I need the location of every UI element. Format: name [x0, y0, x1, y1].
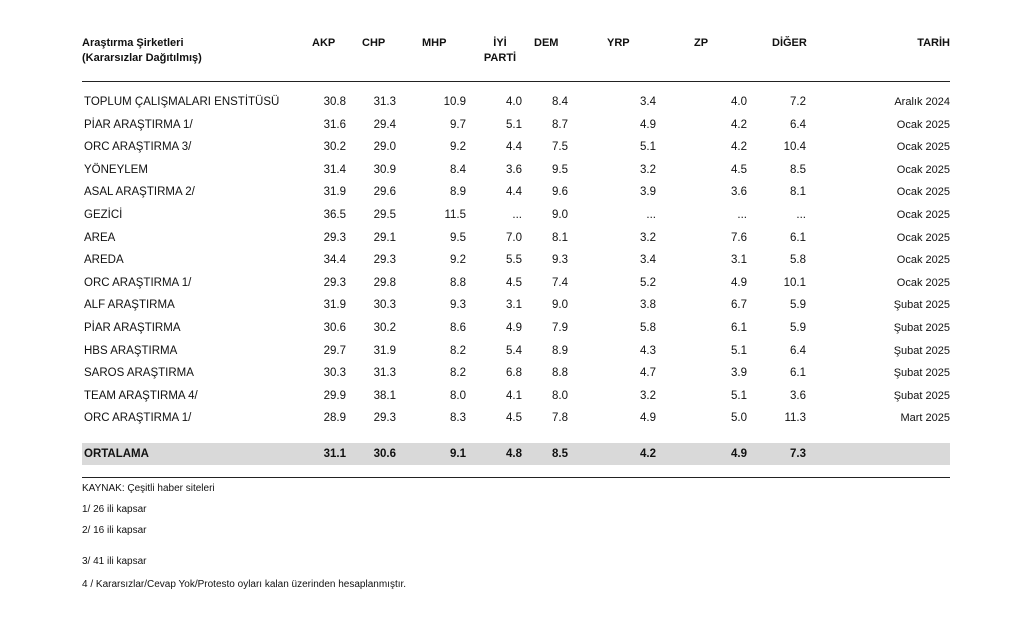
cell-dem: 9.3 — [552, 254, 568, 267]
average-chp: 30.6 — [373, 448, 396, 460]
cell-chp: 29.0 — [373, 141, 396, 154]
cell-dem: 8.0 — [552, 389, 568, 402]
cell-iyi: 4.9 — [506, 322, 522, 334]
cell-yrp: 3.4 — [640, 96, 656, 108]
header-dem: DEM — [534, 37, 559, 49]
cell-chp: 30.3 — [373, 299, 396, 312]
cell-zp: 5.1 — [731, 389, 747, 402]
cell-akp: 28.9 — [323, 412, 346, 425]
cell-company: ALF ARAŞTIRMA — [84, 299, 175, 312]
cell-company: ASAL ARAŞTIRMA 2/ — [84, 186, 195, 199]
cell-akp: 29.3 — [323, 231, 346, 244]
header-iyi-line1: İYİ — [493, 37, 507, 49]
cell-akp: 31.6 — [323, 118, 346, 131]
cell-mhp: 8.4 — [450, 163, 466, 176]
table-row — [82, 181, 950, 203]
cell-dem: 9.6 — [552, 186, 568, 199]
cell-akp: 30.2 — [323, 141, 346, 154]
cell-zp: 6.7 — [731, 299, 747, 312]
cell-tarih: Ocak 2025 — [896, 231, 950, 244]
average-dem: 8.5 — [552, 448, 568, 460]
cell-mhp: 9.3 — [450, 299, 466, 312]
cell-diger: 10.4 — [783, 141, 806, 154]
cell-company: TOPLUM ÇALIŞMALARI ENSTİTÜSÜ — [84, 96, 280, 108]
table-row — [82, 227, 950, 249]
cell-yrp: ... — [646, 209, 656, 221]
footnote-2: 2/ 16 ili kapsar — [82, 525, 147, 536]
cell-chp: 31.3 — [373, 96, 396, 108]
cell-iyi: 3.6 — [506, 163, 522, 176]
cell-diger: ... — [796, 209, 806, 221]
cell-yrp: 3.9 — [640, 186, 656, 199]
cell-dem: 7.4 — [552, 276, 568, 289]
cell-chp: 29.3 — [373, 254, 396, 267]
cell-iyi: 3.1 — [506, 299, 522, 312]
cell-mhp: 9.2 — [450, 254, 466, 267]
cell-tarih: Şubat 2025 — [893, 344, 950, 357]
average-zp: 4.9 — [731, 448, 747, 460]
cell-iyi: 5.4 — [506, 344, 522, 357]
cell-dem: 8.9 — [552, 344, 568, 357]
cell-chp: 29.8 — [373, 276, 396, 289]
cell-yrp: 3.2 — [640, 231, 656, 244]
cell-mhp: 9.2 — [450, 141, 466, 154]
cell-zp: 5.1 — [731, 344, 747, 357]
header-company-subtitle: (Kararsızlar Dağıtılmış) — [82, 52, 202, 64]
table-row — [82, 294, 950, 316]
cell-mhp: 11.5 — [444, 209, 466, 221]
cell-company: ORC ARAŞTIRMA 1/ — [84, 412, 192, 425]
cell-akp: 31.4 — [323, 163, 346, 176]
table-row — [82, 272, 950, 294]
cell-company: SAROS ARAŞTIRMA — [84, 367, 194, 380]
cell-iyi: ... — [512, 209, 522, 221]
table-row — [82, 159, 950, 181]
average-akp: 31.1 — [323, 448, 346, 460]
cell-diger: 6.4 — [790, 344, 806, 357]
cell-chp: 31.3 — [373, 367, 396, 380]
cell-company: AREA — [84, 231, 116, 244]
cell-chp: 31.9 — [373, 344, 396, 357]
poll-results-document — [82, 0, 950, 623]
cell-zp: 3.6 — [731, 186, 747, 199]
table-row — [82, 136, 950, 158]
cell-zp: 4.2 — [731, 118, 747, 131]
table-row — [82, 407, 950, 429]
cell-dem: 8.8 — [552, 367, 568, 380]
cell-chp: 29.4 — [373, 118, 396, 131]
cell-company: ORC ARAŞTIRMA 1/ — [84, 276, 192, 289]
cell-tarih: Ocak 2025 — [896, 163, 950, 176]
footnote-1: 1/ 26 ili kapsar — [82, 504, 147, 515]
cell-yrp: 5.2 — [640, 276, 656, 289]
cell-zp: 3.1 — [731, 254, 747, 267]
cell-dem: 9.0 — [552, 209, 568, 221]
cell-akp: 30.8 — [323, 96, 346, 108]
cell-company: PİAR ARAŞTIRMA 1/ — [84, 118, 193, 131]
cell-company: TEAM ARAŞTIRMA 4/ — [84, 389, 198, 402]
table-row — [82, 249, 950, 271]
cell-tarih: Şubat 2025 — [893, 389, 950, 402]
cell-diger: 6.1 — [790, 231, 806, 244]
average-label: ORTALAMA — [84, 448, 149, 460]
cell-tarih: Mart 2025 — [900, 412, 950, 425]
cell-akp: 36.5 — [323, 209, 346, 221]
cell-tarih: Ocak 2025 — [896, 276, 950, 289]
cell-yrp: 4.9 — [640, 412, 656, 425]
cell-diger: 8.1 — [790, 186, 806, 199]
cell-tarih: Ocak 2025 — [896, 209, 950, 221]
cell-mhp: 8.2 — [450, 344, 466, 357]
header-iyi — [480, 36, 520, 66]
cell-company: HBS ARAŞTIRMA — [84, 344, 178, 357]
table-row — [82, 385, 950, 407]
cell-akp: 29.7 — [323, 344, 346, 357]
average-yrp: 4.2 — [640, 448, 656, 460]
cell-yrp: 3.8 — [640, 299, 656, 312]
table-row — [82, 340, 950, 362]
cell-chp: 38.1 — [373, 389, 396, 402]
cell-iyi: 5.1 — [506, 118, 522, 131]
cell-iyi: 4.0 — [506, 96, 522, 108]
cell-chp: 29.3 — [373, 412, 396, 425]
table-row — [82, 114, 950, 136]
cell-diger: 7.2 — [790, 96, 806, 108]
cell-company: PİAR ARAŞTIRMA — [84, 322, 181, 334]
cell-zp: 4.2 — [731, 141, 747, 154]
cell-tarih: Ocak 2025 — [896, 186, 950, 199]
cell-mhp: 8.0 — [450, 389, 466, 402]
cell-iyi: 4.4 — [506, 141, 522, 154]
cell-zp: 5.0 — [731, 412, 747, 425]
cell-zp: 4.9 — [731, 276, 747, 289]
table-row — [82, 204, 950, 226]
average-iyi: 4.8 — [506, 448, 522, 460]
cell-akp: 34.4 — [323, 254, 346, 267]
header-company — [82, 36, 302, 66]
cell-tarih: Şubat 2025 — [893, 322, 950, 334]
cell-mhp: 10.9 — [443, 96, 466, 108]
table-row — [82, 91, 950, 113]
cell-company: YÖNEYLEM — [84, 163, 148, 176]
cell-chp: 29.6 — [373, 186, 396, 199]
cell-yrp: 3.2 — [640, 163, 656, 176]
cell-yrp: 4.7 — [640, 367, 656, 380]
cell-akp: 30.3 — [323, 367, 346, 380]
cell-diger: 10.1 — [783, 276, 806, 289]
cell-iyi: 7.0 — [506, 231, 522, 244]
cell-mhp: 8.6 — [450, 322, 466, 334]
table-row — [82, 362, 950, 384]
cell-dem: 7.9 — [552, 322, 568, 334]
cell-company: ORC ARAŞTIRMA 3/ — [84, 141, 192, 154]
table-row — [82, 317, 950, 339]
cell-mhp: 9.7 — [450, 118, 466, 131]
header-iyi-line2: PARTİ — [483, 52, 517, 64]
cell-tarih: Şubat 2025 — [893, 367, 950, 380]
footnote-3: 3/ 41 ili kapsar — [82, 556, 147, 567]
cell-chp: 30.9 — [373, 163, 396, 176]
cell-iyi: 6.8 — [506, 367, 522, 380]
header-tarih: TARİH — [917, 37, 950, 49]
cell-tarih: Şubat 2025 — [893, 299, 950, 312]
cell-zp: ... — [737, 209, 747, 221]
cell-iyi: 4.4 — [506, 186, 522, 199]
cell-mhp: 8.9 — [450, 186, 466, 199]
header-akp: AKP — [312, 37, 336, 49]
cell-mhp: 9.5 — [450, 231, 466, 244]
header-chp: CHP — [362, 37, 386, 49]
cell-dem: 8.1 — [552, 231, 568, 244]
cell-mhp: 8.8 — [450, 276, 466, 289]
cell-company: AREDA — [84, 254, 124, 267]
cell-zp: 3.9 — [731, 367, 747, 380]
header-mhp: MHP — [422, 37, 447, 49]
cell-diger: 8.5 — [790, 163, 806, 176]
cell-yrp: 3.2 — [640, 389, 656, 402]
cell-iyi: 4.5 — [506, 276, 522, 289]
cell-diger: 5.9 — [790, 322, 806, 334]
cell-dem: 9.5 — [552, 163, 568, 176]
average-mhp: 9.1 — [450, 448, 466, 460]
cell-tarih: Aralık 2024 — [894, 96, 950, 108]
header-zp: ZP — [694, 37, 709, 49]
cell-diger: 3.6 — [790, 389, 806, 402]
cell-akp: 29.9 — [323, 389, 346, 402]
cell-diger: 11.3 — [784, 412, 806, 425]
cell-diger: 6.1 — [790, 367, 806, 380]
cell-zp: 4.0 — [731, 96, 747, 108]
header-divider — [82, 81, 950, 82]
cell-mhp: 8.2 — [450, 367, 466, 380]
header-yrp: YRP — [607, 37, 630, 49]
cell-diger: 6.4 — [790, 118, 806, 131]
source-note: KAYNAK: Çeşitli haber siteleri — [82, 483, 215, 494]
cell-zp: 4.5 — [731, 163, 747, 176]
footnote-4: 4 / Kararsızlar/Cevap Yok/Protesto oyları kalan üzerinden hesaplanmıştır. — [82, 579, 407, 590]
cell-akp: 30.6 — [323, 322, 346, 334]
cell-chp: 30.2 — [373, 322, 396, 334]
average-row — [82, 443, 950, 465]
cell-dem: 8.4 — [552, 96, 568, 108]
header-company-title: Araştırma Şirketleri — [82, 37, 184, 49]
average-diger: 7.3 — [790, 448, 806, 460]
header-diger: DİĞER — [772, 37, 807, 49]
cell-tarih: Ocak 2025 — [896, 118, 950, 131]
cell-diger: 5.8 — [790, 254, 806, 267]
cell-dem: 8.7 — [552, 118, 568, 131]
cell-yrp: 4.9 — [640, 118, 656, 131]
cell-yrp: 4.3 — [640, 344, 656, 357]
cell-yrp: 3.4 — [640, 254, 656, 267]
cell-yrp: 5.8 — [640, 322, 656, 334]
cell-tarih: Ocak 2025 — [896, 141, 950, 154]
cell-iyi: 5.5 — [506, 254, 522, 267]
cell-mhp: 8.3 — [450, 412, 466, 425]
cell-chp: 29.5 — [373, 209, 396, 221]
cell-iyi: 4.5 — [506, 412, 522, 425]
cell-dem: 9.0 — [552, 299, 568, 312]
cell-zp: 6.1 — [731, 322, 747, 334]
cell-iyi: 4.1 — [506, 389, 522, 402]
cell-akp: 29.3 — [323, 276, 346, 289]
cell-zp: 7.6 — [731, 231, 747, 244]
cell-chp: 29.1 — [373, 231, 396, 244]
cell-akp: 31.9 — [323, 299, 346, 312]
cell-akp: 31.9 — [323, 186, 346, 199]
cell-company: GEZİCİ — [84, 209, 123, 221]
cell-yrp: 5.1 — [640, 141, 656, 154]
cell-dem: 7.8 — [552, 412, 568, 425]
cell-dem: 7.5 — [552, 141, 568, 154]
cell-diger: 5.9 — [790, 299, 806, 312]
footer-divider — [82, 477, 950, 478]
cell-tarih: Ocak 2025 — [896, 254, 950, 267]
